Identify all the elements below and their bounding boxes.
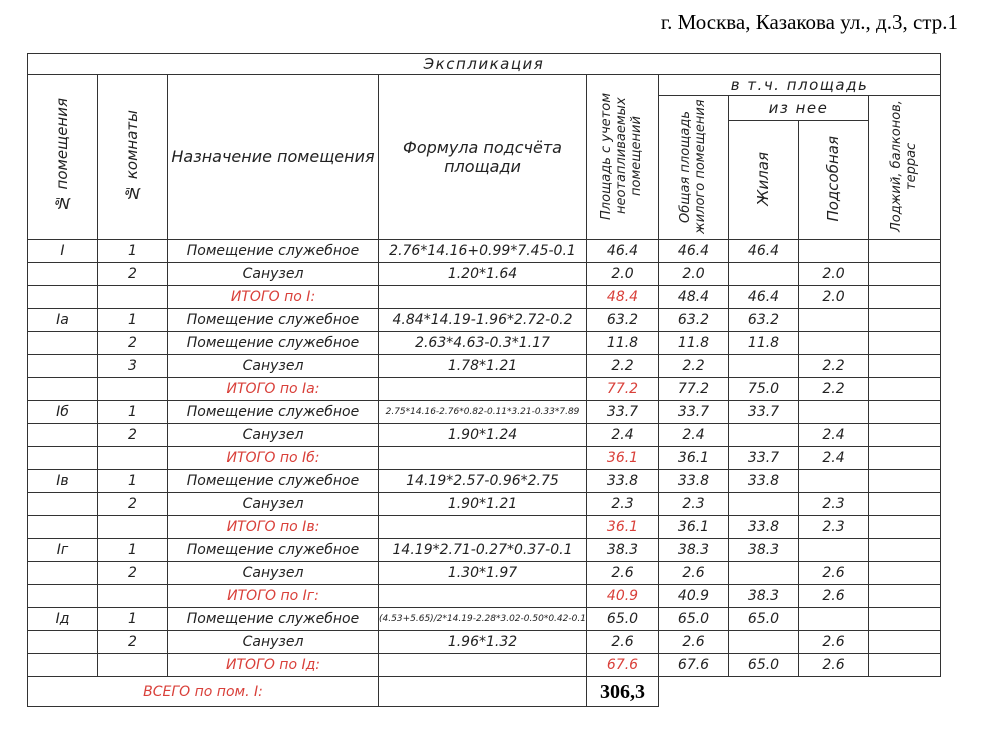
- cell-room-group: [28, 447, 98, 470]
- cell-living: 65.0: [729, 608, 799, 631]
- cell-room-group: [28, 355, 98, 378]
- cell-area: 40.9: [587, 585, 659, 608]
- cell-room-group: [28, 286, 98, 309]
- cell-living: [729, 493, 799, 516]
- cell-loggia: [869, 286, 941, 309]
- cell-total-living: 2.6: [659, 562, 729, 585]
- cell-living: 33.7: [729, 447, 799, 470]
- cell-room-group: [28, 654, 98, 677]
- cell-formula: 2.76*14.16+0.99*7.45-0.1: [379, 240, 587, 263]
- cell-auxiliary: 2.6: [799, 562, 869, 585]
- cell-auxiliary: 2.4: [799, 424, 869, 447]
- cell-room-group: [28, 424, 98, 447]
- cell-formula: 1.90*1.24: [379, 424, 587, 447]
- cell-total-living: 33.8: [659, 470, 729, 493]
- cell-area: 33.7: [587, 401, 659, 424]
- cell-purpose: ИТОГО по I:: [168, 286, 379, 309]
- cell-total-living: 36.1: [659, 516, 729, 539]
- cell-room-no: [98, 516, 168, 539]
- table-row: [28, 608, 941, 631]
- cell-area: 2.3: [587, 493, 659, 516]
- cell-room-group: [28, 585, 98, 608]
- table-row: [28, 309, 941, 332]
- cell-room-no: 1: [98, 608, 168, 631]
- cell-auxiliary: 2.2: [799, 378, 869, 401]
- header-purpose: Назначение помещения: [168, 75, 379, 240]
- header-living: Жилая: [729, 121, 799, 240]
- cell-total-living: 67.6: [659, 654, 729, 677]
- cell-purpose: Санузел: [168, 355, 379, 378]
- explication-table: [27, 53, 941, 707]
- cell-room-group: Iд: [28, 608, 98, 631]
- cell-purpose: ИТОГО по Iг:: [168, 585, 379, 608]
- cell-loggia: [869, 608, 941, 631]
- table-row: [28, 355, 941, 378]
- cell-living: 38.3: [729, 539, 799, 562]
- cell-area: 2.6: [587, 631, 659, 654]
- cell-loggia: [869, 263, 941, 286]
- cell-loggia: [869, 332, 941, 355]
- cell-room-no: 1: [98, 401, 168, 424]
- subtotal-row: [28, 585, 941, 608]
- table-row: [28, 401, 941, 424]
- cell-loggia: [869, 654, 941, 677]
- cell-formula: 14.19*2.57-0.96*2.75: [379, 470, 587, 493]
- cell-formula: [379, 585, 587, 608]
- cell-room-group: [28, 493, 98, 516]
- cell-formula: [379, 447, 587, 470]
- cell-living: 11.8: [729, 332, 799, 355]
- cell-area: 2.4: [587, 424, 659, 447]
- cell-living: [729, 424, 799, 447]
- table-body: [28, 240, 941, 677]
- cell-total-living: 2.3: [659, 493, 729, 516]
- cell-area: 65.0: [587, 608, 659, 631]
- cell-living: 46.4: [729, 240, 799, 263]
- cell-room-no: 3: [98, 355, 168, 378]
- cell-formula: 1.78*1.21: [379, 355, 587, 378]
- address-header: г. Москва, Казакова ул., д.3, стр.1: [660, 10, 958, 34]
- cell-total-living: 2.0: [659, 263, 729, 286]
- cell-formula: 14.19*2.71-0.27*0.37-0.1: [379, 539, 587, 562]
- subtotal-row: [28, 654, 941, 677]
- cell-area: 2.6: [587, 562, 659, 585]
- cell-room-group: Iг: [28, 539, 98, 562]
- cell-purpose: ИТОГО по Iд:: [168, 654, 379, 677]
- cell-area: 77.2: [587, 378, 659, 401]
- cell-room-no: 2: [98, 332, 168, 355]
- cell-total-living: 38.3: [659, 539, 729, 562]
- table-row: [28, 470, 941, 493]
- cell-formula: 1.90*1.21: [379, 493, 587, 516]
- header-auxiliary: Подсобная: [799, 121, 869, 240]
- subtotal-row: [28, 516, 941, 539]
- table-row: [28, 424, 941, 447]
- grand-total-formula: [379, 677, 587, 707]
- header-formula: Формула подсчёта площади: [379, 75, 587, 240]
- cell-purpose: Помещение служебное: [168, 240, 379, 263]
- cell-living: 63.2: [729, 309, 799, 332]
- cell-purpose: Помещение служебное: [168, 332, 379, 355]
- cell-formula: (4.53+5.65)/2*14.19-2.28*3.02-0.50*0.42-0.1: [379, 608, 587, 631]
- cell-living: [729, 631, 799, 654]
- cell-purpose: Помещение служебное: [168, 401, 379, 424]
- cell-room-no: 1: [98, 539, 168, 562]
- cell-formula: [379, 378, 587, 401]
- cell-auxiliary: [799, 309, 869, 332]
- cell-formula: 1.30*1.97: [379, 562, 587, 585]
- cell-room-no: 2: [98, 424, 168, 447]
- cell-loggia: [869, 539, 941, 562]
- cell-total-living: 40.9: [659, 585, 729, 608]
- cell-total-living: 2.2: [659, 355, 729, 378]
- cell-living: 46.4: [729, 286, 799, 309]
- cell-formula: 2.75*14.16-2.76*0.82-0.11*3.21-0.33*7.89: [379, 401, 587, 424]
- cell-auxiliary: 2.3: [799, 493, 869, 516]
- cell-living: 65.0: [729, 654, 799, 677]
- cell-total-living: 46.4: [659, 240, 729, 263]
- cell-area: 2.0: [587, 263, 659, 286]
- cell-formula: 4.84*14.19-1.96*2.72-0.2: [379, 309, 587, 332]
- cell-room-no: 2: [98, 493, 168, 516]
- cell-living: [729, 263, 799, 286]
- cell-area: 67.6: [587, 654, 659, 677]
- cell-auxiliary: 2.3: [799, 516, 869, 539]
- cell-living: 33.8: [729, 470, 799, 493]
- cell-room-group: Iв: [28, 470, 98, 493]
- cell-room-group: [28, 263, 98, 286]
- table-row: [28, 263, 941, 286]
- cell-purpose: Санузел: [168, 493, 379, 516]
- cell-room-no: 2: [98, 631, 168, 654]
- cell-loggia: [869, 516, 941, 539]
- cell-purpose: ИТОГО по Iв:: [168, 516, 379, 539]
- cell-area: 2.2: [587, 355, 659, 378]
- cell-auxiliary: [799, 240, 869, 263]
- header-area-total: Площадь с учетом неотапливаемых помещений: [587, 75, 659, 240]
- header-incl-area: в т.ч. площадь: [659, 75, 941, 96]
- header-loggias: Лоджий, балконов, террас: [869, 96, 941, 240]
- cell-room-group: [28, 562, 98, 585]
- grand-total-empty: [659, 677, 941, 707]
- cell-total-living: 2.6: [659, 631, 729, 654]
- cell-area: 63.2: [587, 309, 659, 332]
- cell-purpose: ИТОГО по Iа:: [168, 378, 379, 401]
- header-room-group: № помещения: [28, 75, 98, 240]
- grand-total-value: 306,3: [587, 677, 659, 707]
- cell-room-group: Iа: [28, 309, 98, 332]
- cell-formula: [379, 516, 587, 539]
- cell-area: 36.1: [587, 516, 659, 539]
- cell-room-group: [28, 516, 98, 539]
- cell-total-living: 33.7: [659, 401, 729, 424]
- table-row: [28, 240, 941, 263]
- cell-purpose: Помещение служебное: [168, 608, 379, 631]
- cell-loggia: [869, 355, 941, 378]
- cell-total-living: 63.2: [659, 309, 729, 332]
- cell-room-no: 1: [98, 470, 168, 493]
- cell-loggia: [869, 562, 941, 585]
- cell-auxiliary: 2.4: [799, 447, 869, 470]
- cell-room-no: [98, 585, 168, 608]
- cell-total-living: 48.4: [659, 286, 729, 309]
- cell-loggia: [869, 378, 941, 401]
- cell-loggia: [869, 401, 941, 424]
- cell-auxiliary: 2.0: [799, 286, 869, 309]
- subtotal-row: [28, 378, 941, 401]
- cell-room-group: [28, 631, 98, 654]
- cell-room-group: I: [28, 240, 98, 263]
- cell-loggia: [869, 470, 941, 493]
- cell-auxiliary: 2.6: [799, 631, 869, 654]
- table-row: [28, 539, 941, 562]
- cell-auxiliary: [799, 470, 869, 493]
- header-total-living: Общая площадь жилого помещения: [659, 96, 729, 240]
- cell-formula: [379, 286, 587, 309]
- cell-loggia: [869, 240, 941, 263]
- cell-purpose: Санузел: [168, 562, 379, 585]
- cell-total-living: 77.2: [659, 378, 729, 401]
- cell-auxiliary: 2.0: [799, 263, 869, 286]
- cell-formula: 1.20*1.64: [379, 263, 587, 286]
- cell-room-no: [98, 378, 168, 401]
- cell-room-no: [98, 286, 168, 309]
- cell-room-group: [28, 378, 98, 401]
- cell-area: 33.8: [587, 470, 659, 493]
- table-row: [28, 332, 941, 355]
- subtotal-row: [28, 447, 941, 470]
- cell-loggia: [869, 424, 941, 447]
- cell-purpose: Санузел: [168, 631, 379, 654]
- cell-purpose: Помещение служебное: [168, 470, 379, 493]
- subtotal-row: [28, 286, 941, 309]
- cell-purpose: Санузел: [168, 424, 379, 447]
- cell-formula: [379, 654, 587, 677]
- cell-living: 75.0: [729, 378, 799, 401]
- cell-auxiliary: [799, 401, 869, 424]
- cell-purpose: Помещение служебное: [168, 309, 379, 332]
- cell-area: 48.4: [587, 286, 659, 309]
- grand-total-label: ВСЕГО по пом. I:: [28, 677, 379, 707]
- header-of-which: из нее: [729, 96, 869, 121]
- table-row: [28, 493, 941, 516]
- cell-area: 46.4: [587, 240, 659, 263]
- cell-auxiliary: 2.6: [799, 654, 869, 677]
- cell-area: 36.1: [587, 447, 659, 470]
- cell-room-no: 2: [98, 562, 168, 585]
- cell-auxiliary: 2.2: [799, 355, 869, 378]
- cell-loggia: [869, 585, 941, 608]
- cell-living: 33.8: [729, 516, 799, 539]
- cell-loggia: [869, 631, 941, 654]
- cell-room-no: [98, 654, 168, 677]
- cell-total-living: 2.4: [659, 424, 729, 447]
- grand-total-row: [28, 677, 941, 707]
- header-room-no: № комнаты: [98, 75, 168, 240]
- cell-purpose: Помещение служебное: [168, 539, 379, 562]
- cell-room-no: 1: [98, 309, 168, 332]
- table-row: [28, 562, 941, 585]
- cell-formula: 1.96*1.32: [379, 631, 587, 654]
- cell-total-living: 11.8: [659, 332, 729, 355]
- cell-room-no: [98, 447, 168, 470]
- cell-area: 11.8: [587, 332, 659, 355]
- cell-purpose: Санузел: [168, 263, 379, 286]
- cell-living: [729, 355, 799, 378]
- cell-auxiliary: 2.6: [799, 585, 869, 608]
- cell-purpose: ИТОГО по Iб:: [168, 447, 379, 470]
- table-row: [28, 631, 941, 654]
- cell-auxiliary: [799, 332, 869, 355]
- cell-loggia: [869, 493, 941, 516]
- cell-room-no: 1: [98, 240, 168, 263]
- cell-room-no: 2: [98, 263, 168, 286]
- cell-total-living: 65.0: [659, 608, 729, 631]
- cell-living: [729, 562, 799, 585]
- cell-area: 38.3: [587, 539, 659, 562]
- cell-formula: 2.63*4.63-0.3*1.17: [379, 332, 587, 355]
- cell-auxiliary: [799, 608, 869, 631]
- cell-living: 38.3: [729, 585, 799, 608]
- cell-living: 33.7: [729, 401, 799, 424]
- cell-total-living: 36.1: [659, 447, 729, 470]
- cell-loggia: [869, 447, 941, 470]
- table-title: Экспликация: [28, 54, 941, 75]
- cell-loggia: [869, 309, 941, 332]
- cell-room-group: Iб: [28, 401, 98, 424]
- cell-auxiliary: [799, 539, 869, 562]
- cell-room-group: [28, 332, 98, 355]
